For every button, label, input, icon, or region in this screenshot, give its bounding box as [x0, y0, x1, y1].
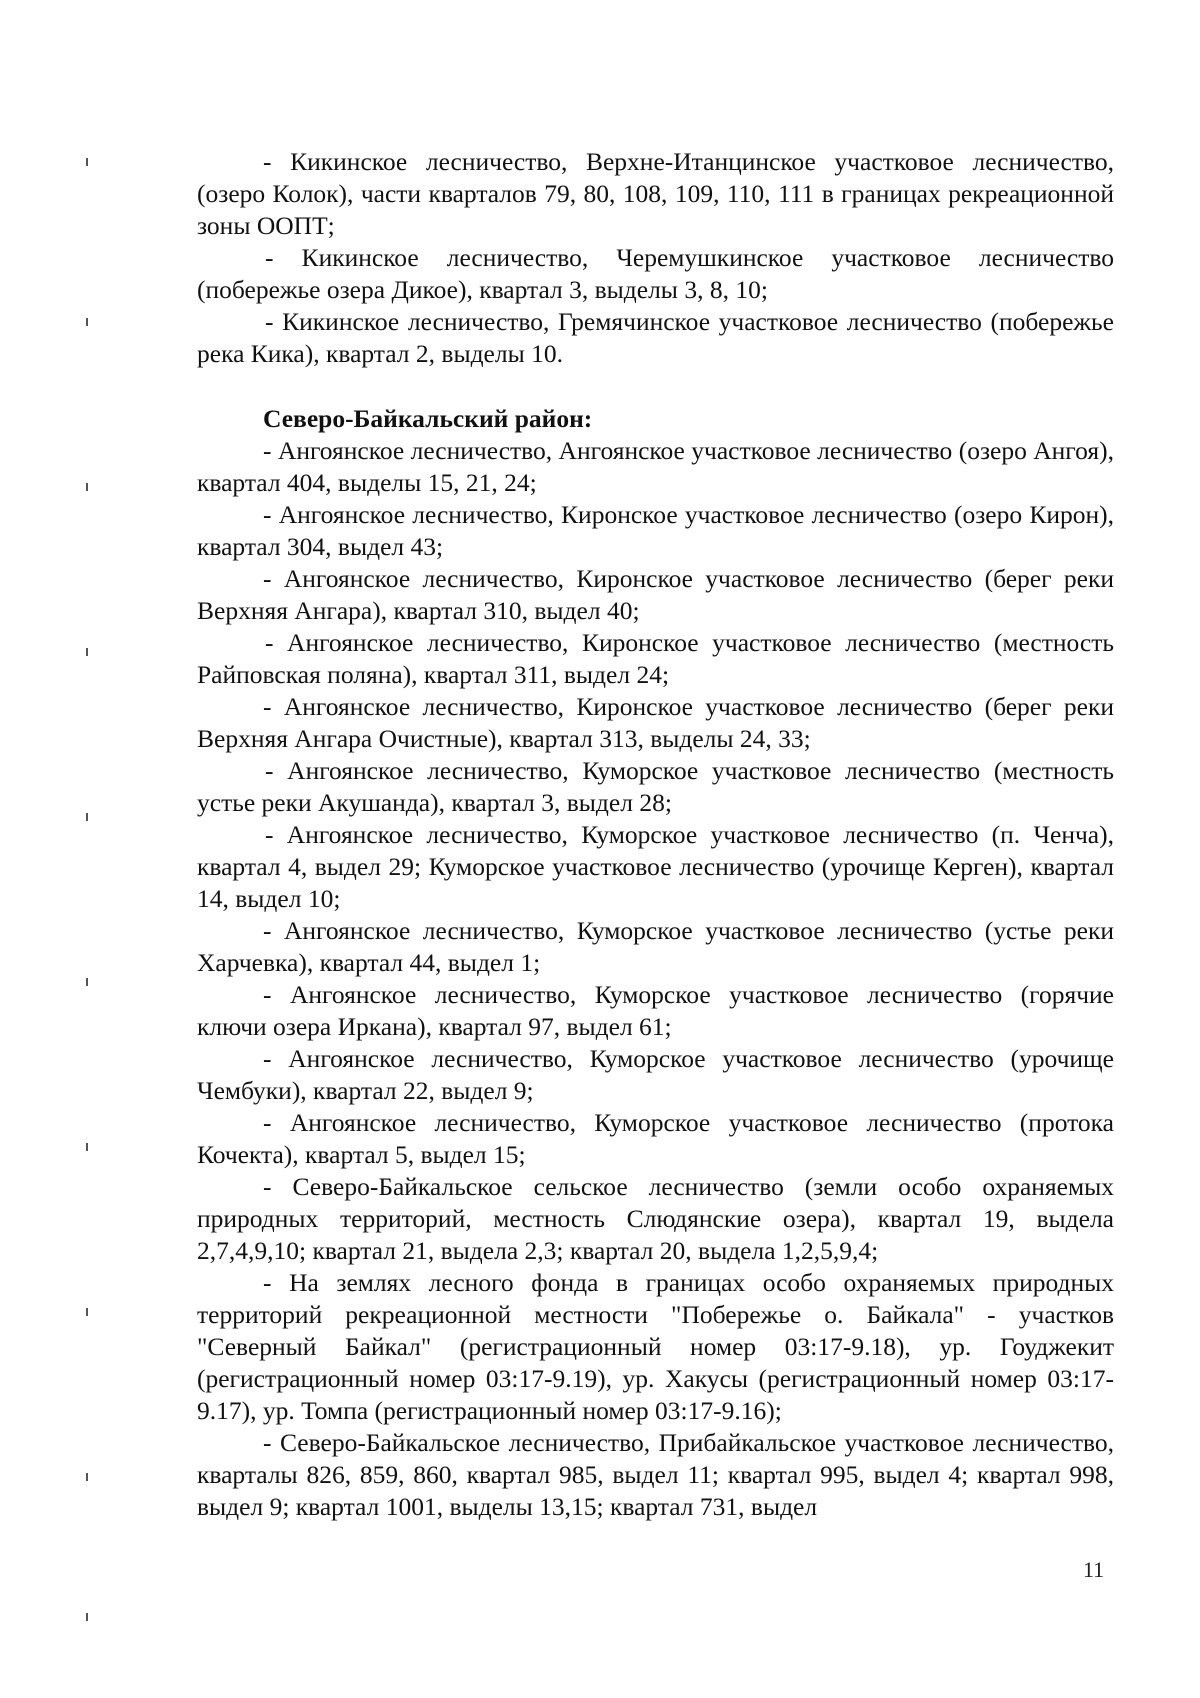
- paragraph: - Ангоянское лесничество, Куморское участковое лесничество (урочище Чембуки), квартал 22, выдел 9;: [197, 1044, 1114, 1105]
- paragraph: - Северо-Байкальское лесничество, Прибайкальское участковое лесничество, кварталы 826, 859, 860, квартал 985, выдел 11; квартал 995, выдел 4; квартал 998, выдел 9; квартал 1001, выделы 13,15; квартал 731, выдел: [197, 1428, 1114, 1521]
- paragraph: - Ангоянское лесничество, Киронское участковое лесничество (озеро Кирон), квартал 304, выдел 43;: [197, 500, 1114, 561]
- margin-mark: [86, 813, 88, 821]
- paragraph: - Ангоянское лесничество, Ангоянское участковое лесничество (озеро Ангоя), квартал 404, выделы 15, 21, 24;: [197, 436, 1114, 497]
- paragraph: - Кикинское лесничество, Верхне-Итанцинское участковое лесничество, (озеро Колок), части кварталов 79, 80, 108, 109, 110, 111 в границах рекреационной зоны ООПТ;: [197, 147, 1114, 240]
- margin-mark: [86, 158, 88, 166]
- margin-mark: [86, 978, 88, 986]
- paragraph: - Ангоянское лесничество, Киронское участковое лесничество (местность Райповская поляна), квартал 311, выдел 24;: [197, 628, 1114, 689]
- paragraph: - Кикинское лесничество, Гремячинское участковое лесничество (побережье река Кика), квартал 2, выделы 10.: [197, 307, 1114, 368]
- margin-mark: [86, 318, 88, 326]
- paragraph: - На землях лесного фонда в границах особо охраняемых природных территорий рекреационной местности "Побережье о. Байкала" - участков "Северный Байкал" (регистрационный номер 03:17-9.18), ур. Гоуджекит (регистрационный номер 03:17-9.19), ур. Хакусы (регистрационный номер 03:17-9.17), ур. Томпа (регистрационный номер 03:17-9.16);: [197, 1268, 1114, 1425]
- paragraph: - Ангоянское лесничество, Куморское участковое лесничество (местность устье реки Акушанда), квартал 3, выдел 28;: [197, 756, 1114, 817]
- paragraph: - Кикинское лесничество, Черемушкинское участковое лесничество (побережье озера Дикое), квартал 3, выделы 3, 8, 10;: [197, 243, 1114, 304]
- margin-mark: [86, 648, 88, 656]
- paragraph: - Ангоянское лесничество, Куморское участковое лесничество (горячие ключи озера Иркана), квартал 97, выдел 61;: [197, 980, 1114, 1041]
- paragraph: - Северо-Байкальское сельское лесничество (земли особо охраняемых природных территорий, местность Слюдянские озера), квартал 19, выдела 2,7,4,9,10; квартал 21, выдела 2,3; квартал 20, выдела 1,2,5,9,4;: [197, 1172, 1114, 1265]
- paragraph: - Ангоянское лесничество, Киронское участковое лесничество (берег реки Верхняя Ангара), квартал 310, выдел 40;: [197, 564, 1114, 625]
- margin-mark: [86, 1473, 88, 1481]
- paragraph: - Ангоянское лесничество, Куморское участковое лесничество (п. Ченча), квартал 4, выдел 29; Куморское участковое лесничество (урочище Керген), квартал 14, выдел 10;: [197, 820, 1114, 913]
- margin-mark: [86, 483, 88, 491]
- margin-mark: [86, 1308, 88, 1316]
- paragraph: - Ангоянское лесничество, Киронское участковое лесничество (берег реки Верхняя Ангара Очистные), квартал 313, выделы 24, 33;: [197, 692, 1114, 753]
- page-number: 11: [1083, 1557, 1105, 1582]
- margin-mark: [86, 1143, 88, 1151]
- paragraph: - Ангоянское лесничество, Куморское участковое лесничество (устье реки Харчевка), квартал 44, выдел 1;: [197, 916, 1114, 977]
- paragraph: - Ангоянское лесничество, Куморское участковое лесничество (протока Кочекта), квартал 5, выдел 15;: [197, 1108, 1114, 1169]
- document-body: [197, 146, 1114, 1523]
- section-heading: Северо-Байкальский район:: [263, 404, 593, 433]
- margin-mark: [86, 1613, 88, 1621]
